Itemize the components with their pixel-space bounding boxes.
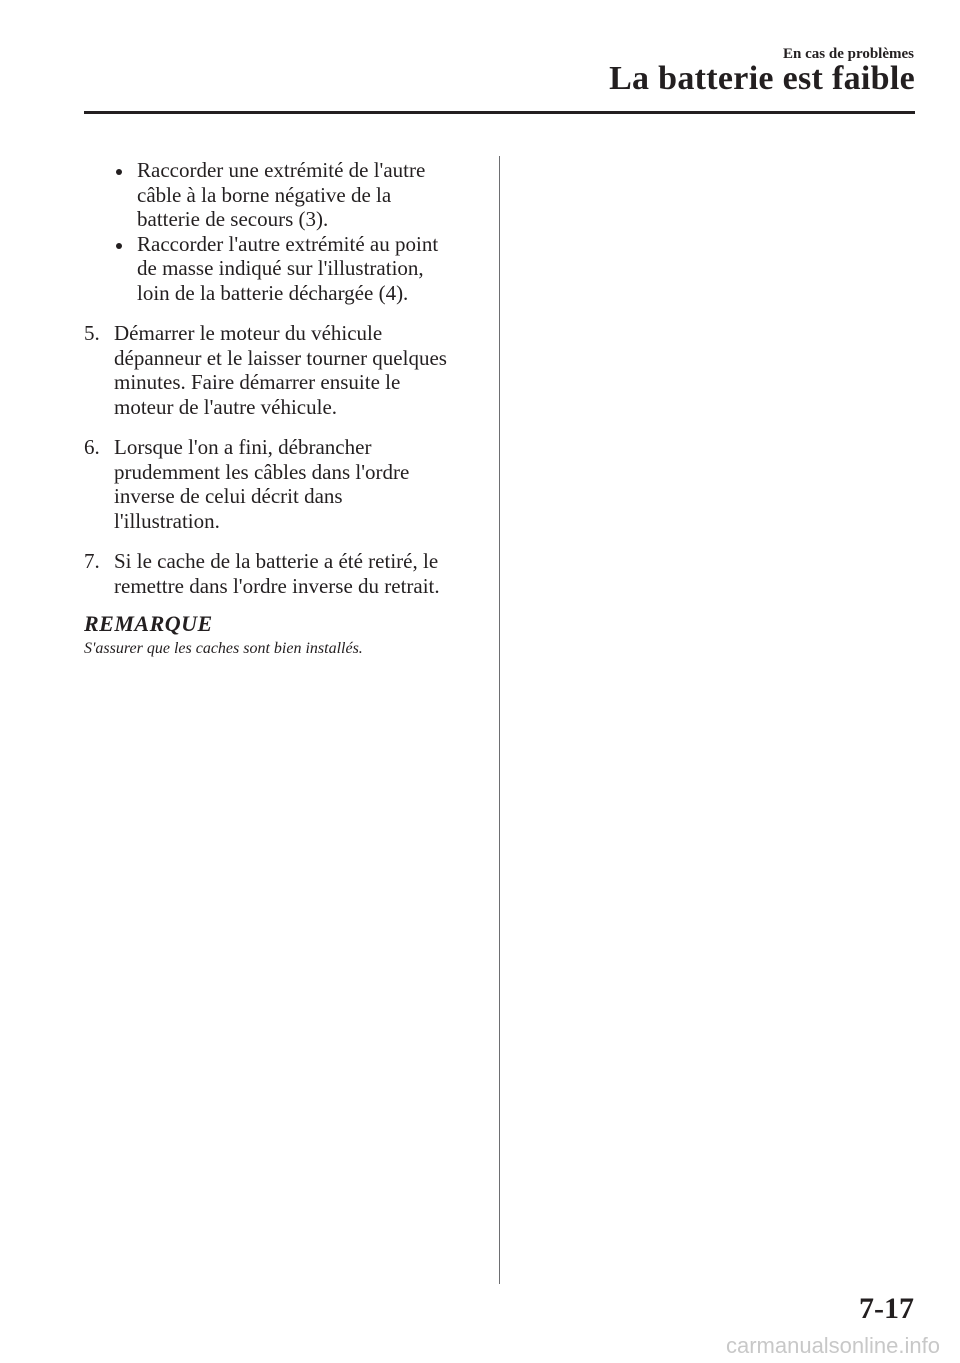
section-heading: En cas de problèmes (783, 46, 914, 62)
step-number: 6. (84, 435, 100, 459)
header-rule (84, 111, 915, 114)
bullet-item (84, 232, 484, 306)
main-column (84, 158, 484, 659)
note-heading: REMARQUE (84, 611, 213, 636)
step-line: Si le cache de la batterie a été retiré, le (114, 549, 439, 573)
bullet-line: batterie de secours (3). (137, 207, 329, 231)
step-line: minutes. Faire démarrer ensuite le (114, 370, 401, 394)
note-text: S'assurer que les caches sont bien installés. (84, 639, 363, 657)
bullet-line: Raccorder l'autre extrémité au point (137, 231, 439, 256)
page-number: 7-17 (859, 1292, 914, 1325)
step-line: prudemment les câbles dans l'ordre (114, 459, 410, 484)
step-line: Démarrer le moteur du véhicule (114, 321, 383, 345)
bullet-line: de masse indiqué sur l'illustration, (137, 256, 424, 280)
bullet-list (84, 158, 484, 305)
step-line: dépanneur et le laisser tourner quelques (114, 345, 447, 370)
step-number: 5. (84, 321, 100, 345)
step-item (84, 435, 484, 533)
bullet-line: câble à la borne négative de la (137, 182, 392, 207)
bullet-line: loin de la batterie déchargée (4). (137, 280, 409, 305)
bullet-dot-icon (116, 243, 122, 249)
watermark-link[interactable]: carmanualsonline.info (725, 1333, 940, 1358)
step-line: remettre dans l'ordre inverse du retrait. (114, 573, 440, 598)
step-item (84, 321, 484, 419)
bullet-line: Raccorder une extrémité de l'autre (137, 158, 426, 182)
step-line: moteur de l'autre véhicule. (114, 394, 338, 419)
step-list (84, 321, 484, 598)
step-item (84, 549, 484, 598)
step-number: 7. (84, 549, 100, 573)
step-line: inverse de celui décrit dans (114, 484, 343, 508)
page-title: La batterie est faible (609, 60, 915, 97)
step-line: l'illustration. (114, 508, 220, 533)
column-divider (499, 156, 500, 1284)
step-line: Lorsque l'on a fini, débrancher (114, 435, 372, 459)
bullet-dot-icon (116, 169, 122, 175)
bullet-item (84, 158, 484, 232)
